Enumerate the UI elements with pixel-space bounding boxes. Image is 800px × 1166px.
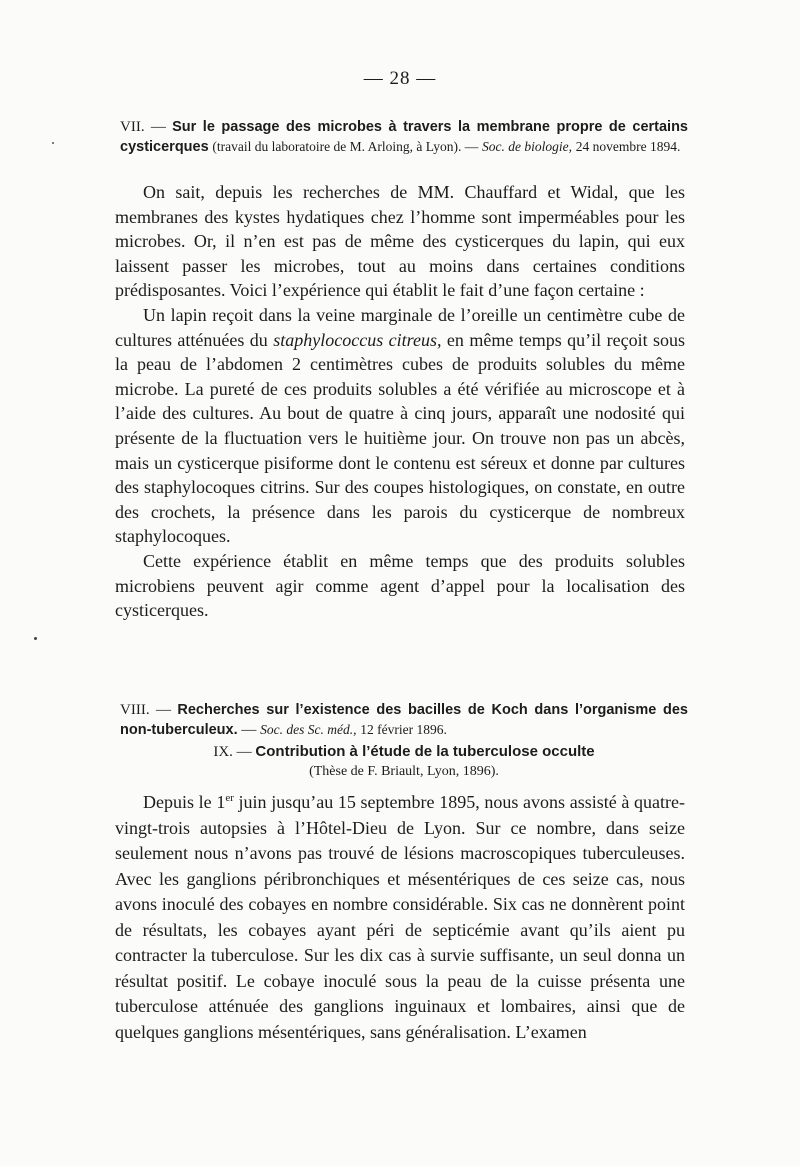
section-9-subtitle: (Thèse de F. Briault, Lyon, 1896). [309,764,499,779]
section-9-paragraph-end: juin jusqu’au 15 septembre 1895, nous avons assisté à quatre-vingt-trois autopsies à l’Hôtel-Dieu de Lyon. Sur ce nombre, dans seize seulement nous n’avons pas trouvé de lésions macroscopiques tuberculeuses. Avec les ganglions péribronchiques et mésentériques de ces seize cas, nous avons inoculé des cobayes en nombre considérable. Six cas ne donnèrent point de résultats, les cobayes ayant péri de septicémie avant qu’ils aient pu contracter la tuberculose. Sur les dix cas à survie suffisante, un seul donna un résultat positif. Le cobaye inoculé sous la peau de la cuisse présenta une tuberculose atténuée des ganglions inguinaux et lombaires, ainsi que de quelques ganglions mésentériques, sans généralisation. L’examen [115,792,685,1042]
section-7-paragraph-1: On sait, depuis les recherches de MM. Chauffard et Widal, que les membranes des kystes hydatiques chez l’homme sont imperméables pour les microbes. Or, il n’en est pas de même des cysticerques du lapin, qui eux laissent passer les microbes, tout au moins dans certaines conditions prédisposantes. Voici l’expérience qui établit le fait d’une façon certaine : [115,182,685,301]
section-8-reference: Soc. des Sc. méd., [260,722,357,737]
section-7-heading [120,117,688,157]
section-7-source: (travail du laboratoire de M. Arloing, à Lyon). — [212,139,479,154]
ink-speck [52,142,54,144]
section-7-paragraph-2 [115,303,685,549]
section-7-body [115,180,685,623]
section-7-paragraph-2-end: en même temps qu’il reçoit sous la peau de l’abdomen 2 centimètres cubes de produits solubles du même microbe. La pureté de ces produits solubles a été vérifiée au microscope et à l’aide des cultures. Au bout de quatre à cinq jours, apparaît une nodosité qui présente de la fluctuation vers le huitième jour. On trouve non pas un abcès, mais un cysticerque pisiforme dont le contenu est séreux et donne par cultures des staphylocoques citrins. Sur des coupes histologiques, on constate, en outre des crochets, la présence dans les parois du cysticerque de nombreux staphylocoques. [115,329,686,547]
section-8-date: 12 février 1896. [360,722,447,737]
ink-speck [34,637,37,640]
section-7-title: Sur le passage des microbes à travers la membrane propre de certains cysticerques [120,119,688,155]
section-8-dash: — [241,722,257,738]
section-9-number: IX. — [213,744,252,760]
ordinal-superscript: er [225,792,234,804]
section-7-reference: Soc. de biologie, [481,139,572,154]
species-name: staphylococcus citreus, [273,329,442,350]
section-8-title: Recherches sur l’existence des bacilles de Koch dans l’organisme des non-tuberculeux. [120,702,688,738]
section-9-heading [120,742,688,782]
section-9-paragraph-start: Depuis le 1 [143,792,226,812]
section-7-number: VII. — [120,119,166,135]
section-8-number: VIII. — [120,702,171,718]
section-9-title: Contribution à l’étude de la tuberculose occulte [255,743,595,760]
page-number: — 28 — [363,68,437,89]
section-8-heading [120,700,688,740]
section-7-paragraph-3: Cette expérience établit en même temps que des produits solubles microbiens peuvent agir comme agent d’appel pour la localisation des cysticerques. [115,550,685,621]
section-7-date: 24 novembre 1894. [575,139,681,154]
section-9-body [115,790,685,1045]
section-7-paragraph-2-start: Un lapin reçoit dans la veine marginale de l’oreille un centimètre cube de cultures atténuées du [115,304,685,350]
section-9-paragraph [115,790,685,1045]
